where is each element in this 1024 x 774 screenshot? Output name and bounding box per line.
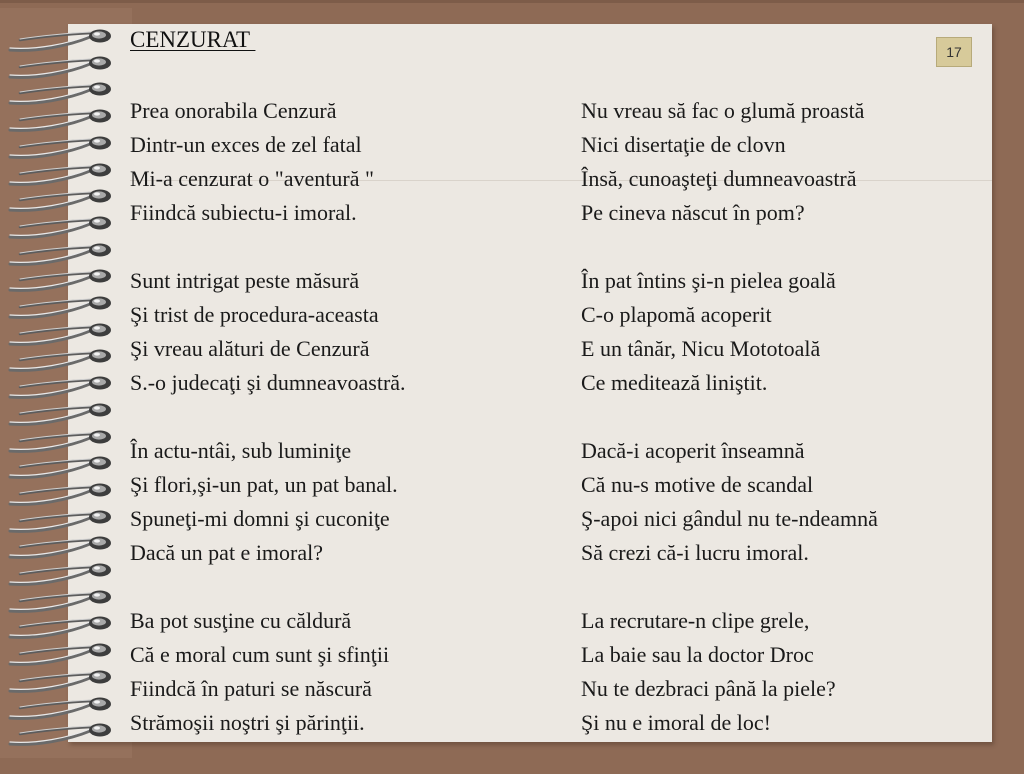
spiral-ring-icon (6, 453, 114, 483)
spiral-ring-icon (6, 160, 114, 190)
page-number-badge: 17 (936, 37, 972, 67)
spiral-ring-icon (6, 587, 114, 617)
stanza (130, 434, 550, 570)
poem-line: Dacă-i acoperit înseamnă (581, 438, 805, 463)
spiral-ring-icon (6, 240, 114, 270)
spiral-ring-icon (6, 26, 114, 56)
spiral-ring-icon (6, 667, 114, 697)
spiral-ring-icon (6, 720, 114, 750)
right-column (581, 94, 993, 774)
spiral-ring-icon (6, 640, 114, 670)
spiral-ring-icon (6, 480, 114, 510)
poem-title: CENZURAT (130, 27, 256, 52)
poem-line: Ba pot susţine cu căldură (130, 608, 352, 633)
stanza (581, 434, 993, 570)
poem-line: Spuneţi-mi domni şi cuconiţe (130, 506, 390, 531)
poem-line: Nici disertaţie de clovn (581, 132, 786, 157)
spiral-ring-icon (6, 507, 114, 537)
poem-line: Fiindcă subiectu-i imoral. (130, 200, 357, 225)
spiral-ring-icon (6, 373, 114, 403)
poem-line: Fiindcă în paturi se născură (130, 676, 372, 701)
stanza (581, 264, 993, 400)
spiral-ring-icon (6, 613, 114, 643)
spiral-ring-icon (6, 79, 114, 109)
spiral-ring-icon (6, 427, 114, 457)
poem-line: Mi-a cenzurat o "aventură " (130, 166, 374, 191)
spiral-binding (0, 26, 120, 746)
poem-line: Nu vreau să fac o glumă proastă (581, 98, 865, 123)
poem-line: Nu te dezbraci până la piele? (581, 676, 836, 701)
poem-line: Că e moral cum sunt şi sfinţii (130, 642, 390, 667)
poem-line: S.-o judecaţi şi dumneavoastră. (130, 370, 406, 395)
spiral-ring-icon (6, 320, 114, 350)
poem-line: Şi flori,şi-un pat, un pat banal. (130, 472, 398, 497)
stanza (581, 604, 993, 740)
spiral-ring-icon (6, 266, 114, 296)
poem-line: Dacă un pat e imoral? (130, 540, 324, 565)
poem-line: La recrutare-n clipe grele, (581, 608, 810, 633)
poem-line: Ş-apoi nici gândul nu te-ndeamnă (581, 506, 878, 531)
spiral-ring-icon (6, 133, 114, 163)
stanza (581, 94, 993, 230)
top-border (0, 0, 1024, 3)
stanza (130, 264, 550, 400)
spiral-ring-icon (6, 560, 114, 590)
poem-line: Prea onorabila Cenzură (130, 98, 337, 123)
spiral-ring-icon (6, 400, 114, 430)
poem-line: În actu-ntâi, sub luminiţe (130, 438, 352, 463)
poem-line: Că nu-s motive de scandal (581, 472, 814, 497)
poem-line: E un tânăr, Nicu Mototoală (581, 336, 821, 361)
stanza (130, 94, 550, 230)
poem-line: În pat întins şi-n pielea goală (581, 268, 836, 293)
poem-line: Sunt intrigat peste măsură (130, 268, 360, 293)
poem-line: C-o plapomă acoperit (581, 302, 772, 327)
poem-line: Pe cineva născut în pom? (581, 200, 805, 225)
poem-line: Să crezi că-i lucru imoral. (581, 540, 809, 565)
poem-line: Şi vreau alături de Cenzură (130, 336, 370, 361)
spiral-ring-icon (6, 213, 114, 243)
spiral-ring-icon (6, 346, 114, 376)
spiral-ring-icon (6, 694, 114, 724)
spiral-ring-icon (6, 186, 114, 216)
poem-line: Strămoşii noştri şi părinţii. (130, 710, 365, 735)
poem-line: Şi nu e imoral de loc! (581, 710, 772, 735)
poem-line: Dintr-un exces de zel fatal (130, 132, 362, 157)
spiral-ring-icon (6, 106, 114, 136)
spiral-ring-icon (6, 533, 114, 563)
poem-line: Ce meditează liniştit. (581, 370, 768, 395)
poem-line: Şi trist de procedura-aceasta (130, 302, 379, 327)
spiral-ring-icon (6, 53, 114, 83)
poem-line: Însă, cunoaşteţi dumneavoastră (581, 166, 857, 191)
spiral-ring-icon (6, 293, 114, 323)
left-column (130, 94, 550, 774)
poem-line: La baie sau la doctor Droc (581, 642, 814, 667)
stanza (130, 604, 550, 740)
